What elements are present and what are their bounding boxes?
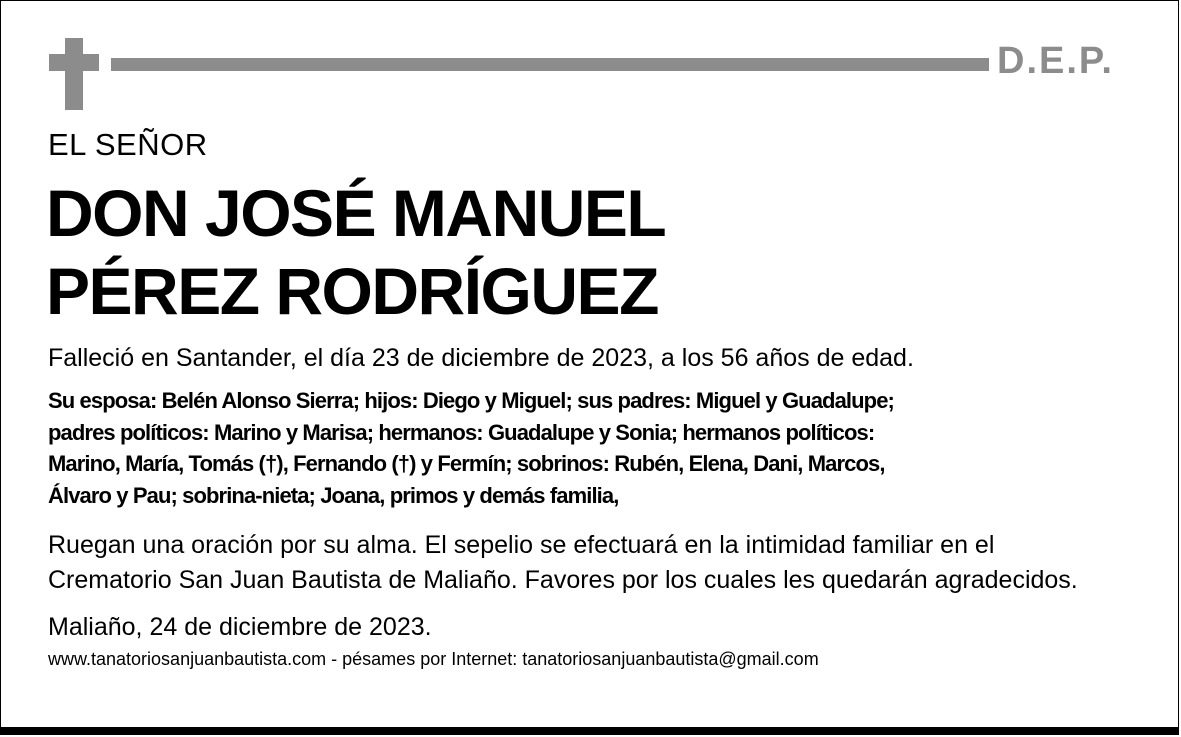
place-date: Maliaño, 24 de diciembre de 2023.: [48, 613, 432, 641]
family-line: padres políticos: Marino y Marisa; hermanos: Guadalupe y Sonia; hermanos políticos:: [48, 419, 875, 445]
family-line: Su esposa: Belén Alonso Sierra; hijos: Diego y Miguel; sus padres: Miguel y Guadalupe;: [48, 388, 894, 413]
cross-icon-bar: [49, 54, 99, 71]
family-list: [48, 385, 1108, 511]
prayer-text: [48, 528, 1158, 598]
family-line: Álvaro y Pau; sobrina-nieta; Joana, primos y demás familia,: [48, 482, 619, 508]
death-info: Falleció en Santander, el día 23 de diciembre de 2023, a los 56 años de edad.: [48, 344, 914, 372]
web-contact-line: www.tanatoriosanjuanbautista.com - pésames por Internet: tanatoriosanjuanbautista@gmail.com: [48, 649, 819, 669]
family-line: Marino, María, Tomás (†), Fernando (†) y Fermín; sobrinos: Rubén, Elena, Dani, Marcos,: [48, 451, 885, 476]
prayer-line: Crematorio San Juan Bautista de Maliaño. Favores por los cuales les quedarán agradecidos.: [48, 566, 1078, 594]
deceased-name-line-2: PÉREZ RODRÍGUEZ: [46, 254, 658, 328]
header-rule: [111, 58, 989, 71]
title-prefix: EL SEÑOR: [48, 127, 208, 162]
prayer-line: Ruegan una oración por su alma. El sepelio se efectuará en la intimidad familiar en el: [48, 531, 995, 559]
deceased-name-line-1: DON JOSÉ MANUEL: [46, 176, 666, 250]
cross-icon: [65, 38, 83, 110]
dep-label: D.E.P.: [997, 40, 1114, 82]
